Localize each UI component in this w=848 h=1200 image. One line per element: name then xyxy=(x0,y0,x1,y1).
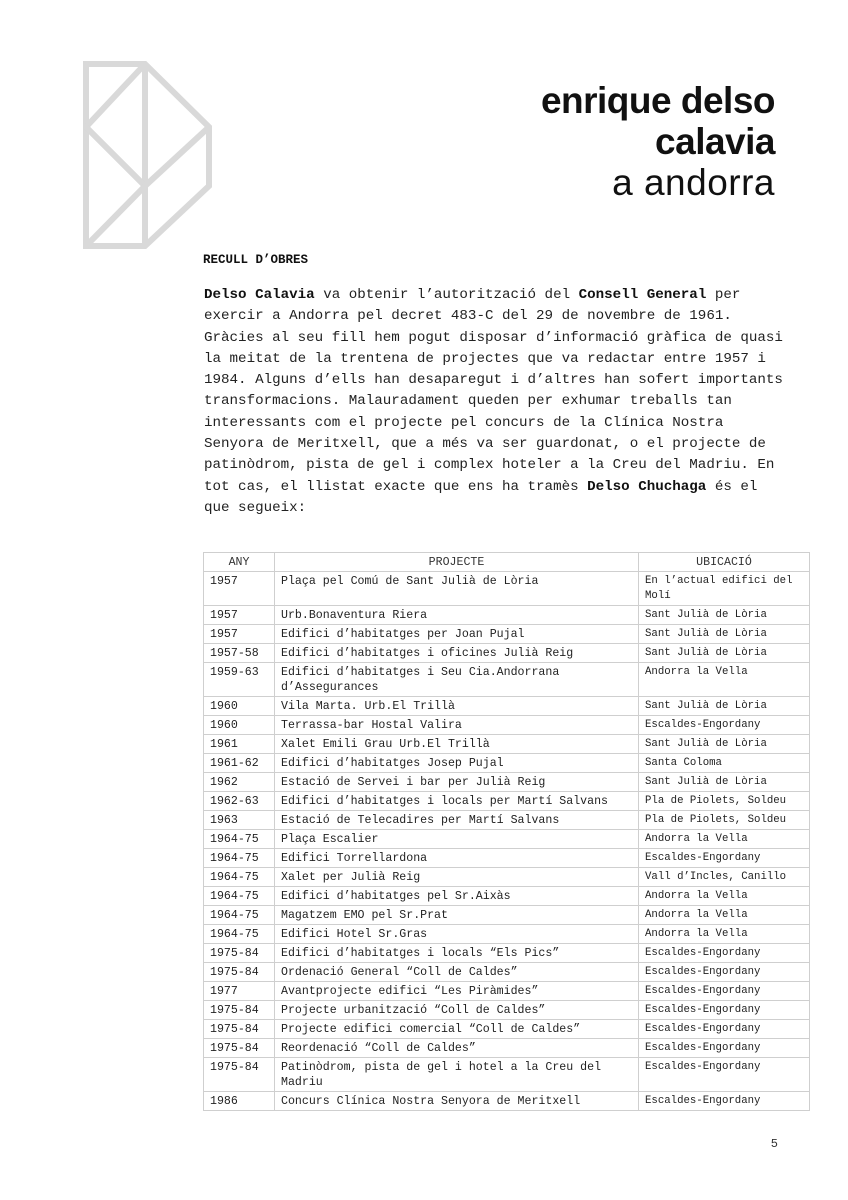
table-row xyxy=(204,644,810,663)
header-projecte: PROJECTE xyxy=(275,553,639,572)
cell-year: 1957 xyxy=(204,572,275,606)
cell-project: Vila Marta. Urb.El Trillà xyxy=(275,697,639,716)
cell-year: 1975-84 xyxy=(204,963,275,982)
cell-location: Andorra la Vella xyxy=(639,906,810,925)
table-row xyxy=(204,830,810,849)
table-header-row xyxy=(204,553,810,572)
table-row xyxy=(204,625,810,644)
cell-location: Escaldes-Engordany xyxy=(639,849,810,868)
cell-project: Edifici d’habitatges pel Sr.Aixàs xyxy=(275,887,639,906)
table-row xyxy=(204,849,810,868)
intro-text-1: va obtenir l’autorització del xyxy=(314,287,579,303)
table-row xyxy=(204,944,810,963)
cell-year: 1964-75 xyxy=(204,830,275,849)
table-row xyxy=(204,1020,810,1039)
table-row xyxy=(204,868,810,887)
cell-project: Reordenació “Coll de Caldes” xyxy=(275,1039,639,1058)
intro-paragraph xyxy=(204,285,784,519)
cell-project: Edifici d’habitatges per Joan Pujal xyxy=(275,625,639,644)
cell-location: Santa Coloma xyxy=(639,754,810,773)
cell-location: Andorra la Vella xyxy=(639,663,810,697)
section-heading: RECULL D’OBRES xyxy=(203,253,309,267)
table-row xyxy=(204,572,810,606)
cell-year: 1975-84 xyxy=(204,944,275,963)
cell-project: Projecte urbanització “Coll de Caldes” xyxy=(275,1001,639,1020)
cell-year: 1962-63 xyxy=(204,792,275,811)
cell-project: Concurs Clínica Nostra Senyora de Meritxell xyxy=(275,1092,639,1111)
table-row xyxy=(204,963,810,982)
cell-location: Escaldes-Engordany xyxy=(639,944,810,963)
table-row xyxy=(204,606,810,625)
page-number: 5 xyxy=(770,1137,778,1151)
cell-year: 1964-75 xyxy=(204,868,275,887)
cell-project: Ordenació General “Coll de Caldes” xyxy=(275,963,639,982)
table-row xyxy=(204,925,810,944)
table-row xyxy=(204,754,810,773)
cell-location: Sant Julià de Lòria xyxy=(639,625,810,644)
cell-project: Estació de Servei i bar per Julià Reig xyxy=(275,773,639,792)
cell-project: Edifici d’habitatges i locals “Els Pics” xyxy=(275,944,639,963)
cell-year: 1957 xyxy=(204,625,275,644)
cell-year: 1975-84 xyxy=(204,1001,275,1020)
cell-location: Escaldes-Engordany xyxy=(639,1001,810,1020)
cell-year: 1957-58 xyxy=(204,644,275,663)
cell-location: Pla de Piolets, Soldeu xyxy=(639,811,810,830)
table-row xyxy=(204,1001,810,1020)
cell-location: Escaldes-Engordany xyxy=(639,716,810,735)
table-row xyxy=(204,663,810,697)
cell-location: Escaldes-Engordany xyxy=(639,1020,810,1039)
cell-location: Escaldes-Engordany xyxy=(639,982,810,1001)
cell-location: Andorra la Vella xyxy=(639,925,810,944)
document-title xyxy=(541,80,775,203)
table-row xyxy=(204,811,810,830)
cell-year: 1957 xyxy=(204,606,275,625)
cell-location: Vall d’Incles, Canillo xyxy=(639,868,810,887)
cell-project: Xalet per Julià Reig xyxy=(275,868,639,887)
cell-location: Escaldes-Engordany xyxy=(639,1058,810,1092)
cell-project: Edifici d’habitatges i oficines Julià Reig xyxy=(275,644,639,663)
cell-location: Andorra la Vella xyxy=(639,887,810,906)
intro-text-3: és el que segueix: xyxy=(204,478,758,516)
cell-project: Urb.Bonaventura Riera xyxy=(275,606,639,625)
cell-year: 1960 xyxy=(204,716,275,735)
cell-year: 1964-75 xyxy=(204,887,275,906)
table-row xyxy=(204,792,810,811)
table-row xyxy=(204,735,810,754)
cell-year: 1960 xyxy=(204,697,275,716)
cell-year: 1975-84 xyxy=(204,1020,275,1039)
intro-name-consell-general: Consell General xyxy=(578,287,707,303)
table-row xyxy=(204,697,810,716)
cell-year: 1961-62 xyxy=(204,754,275,773)
cell-location: Sant Julià de Lòria xyxy=(639,773,810,792)
cell-year: 1961 xyxy=(204,735,275,754)
cell-project: Plaça Escalier xyxy=(275,830,639,849)
table-row xyxy=(204,982,810,1001)
cell-year: 1986 xyxy=(204,1092,275,1111)
cell-location: En l’actual edifici del Molí xyxy=(639,572,810,606)
cell-location: Escaldes-Engordany xyxy=(639,1092,810,1111)
cell-location: Andorra la Vella xyxy=(639,830,810,849)
cell-project: Edifici Hotel Sr.Gras xyxy=(275,925,639,944)
works-table-body xyxy=(204,572,810,1111)
cell-project: Edifici d’habitatges Josep Pujal xyxy=(275,754,639,773)
cell-location: Sant Julià de Lòria xyxy=(639,697,810,716)
cell-location: Pla de Piolets, Soldeu xyxy=(639,792,810,811)
cell-location: Sant Julià de Lòria xyxy=(639,735,810,754)
title-line-3: a andorra xyxy=(612,162,775,203)
cell-year: 1962 xyxy=(204,773,275,792)
cell-project: Xalet Emili Grau Urb.El Trillà xyxy=(275,735,639,754)
table-row xyxy=(204,716,810,735)
cell-year: 1977 xyxy=(204,982,275,1001)
cell-project: Projecte edifici comercial “Coll de Caldes” xyxy=(275,1020,639,1039)
table-row xyxy=(204,773,810,792)
title-line-1: enrique delso xyxy=(540,80,775,121)
cell-year: 1964-75 xyxy=(204,906,275,925)
cell-year: 1975-84 xyxy=(204,1058,275,1092)
cell-project: Edifici d’habitatges i locals per Martí Salvans xyxy=(275,792,639,811)
cell-project: Edifici Torrellardona xyxy=(275,849,639,868)
table-row xyxy=(204,1039,810,1058)
cell-project: Patinòdrom, pista de gel i hotel a la Creu del Madriu xyxy=(275,1058,639,1092)
intro-name-delso-calavia: Delso Calavia xyxy=(204,287,315,303)
cell-project: Edifici d’habitatges i Seu Cia.Andorrana d’Assegurances xyxy=(275,663,639,697)
cell-year: 1975-84 xyxy=(204,1039,275,1058)
cell-year: 1963 xyxy=(204,811,275,830)
table-row xyxy=(204,906,810,925)
header-ubicacio: UBICACIÓ xyxy=(639,553,810,572)
cell-year: 1959-63 xyxy=(204,663,275,697)
cell-project: Terrassa-bar Hostal Valira xyxy=(275,716,639,735)
title-line-2: calavia xyxy=(655,121,775,162)
cell-project: Plaça pel Comú de Sant Julià de Lòria xyxy=(275,572,639,606)
cell-project: Magatzem EMO pel Sr.Prat xyxy=(275,906,639,925)
cell-location: Escaldes-Engordany xyxy=(639,963,810,982)
table-row xyxy=(204,887,810,906)
intro-text-2: per exercir a Andorra pel decret 483-C del 29 de novembre de 1961. Gràcies al seu fill hem pogut disposar d’informació gràfica de quasi la meitat de la trentena de projectes que va redactar entre 1957 i 1984. Alguns d’ells han desaparegut i d’altres han sofert importants transformacions. Malauradament queden per exhumar treballs tan interessants com el projecte pel concurs de la Clínica Nostra Senyora de Meritxell, que a més va ser guardonat, o el projecte de patinòdrom, pista de gel i complex hoteler a la Creu del Madriu. En tot cas, el llistat exacte que ens ha tramès xyxy=(204,287,783,495)
intro-name-delso-chuchaga: Delso Chuchaga xyxy=(587,478,707,495)
cell-location: Sant Julià de Lòria xyxy=(639,606,810,625)
cell-year: 1964-75 xyxy=(204,925,275,944)
publication-logo xyxy=(82,60,214,250)
table-row xyxy=(204,1092,810,1111)
cell-project: Estació de Telecadires per Martí Salvans xyxy=(275,811,639,830)
table-row xyxy=(204,1058,810,1092)
cell-project: Avantprojecte edifici “Les Piràmides” xyxy=(275,982,639,1001)
cell-location: Escaldes-Engordany xyxy=(639,1039,810,1058)
cell-location: Sant Julià de Lòria xyxy=(639,644,810,663)
works-table xyxy=(203,552,810,1111)
cell-year: 1964-75 xyxy=(204,849,275,868)
header-any: ANY xyxy=(204,553,275,572)
